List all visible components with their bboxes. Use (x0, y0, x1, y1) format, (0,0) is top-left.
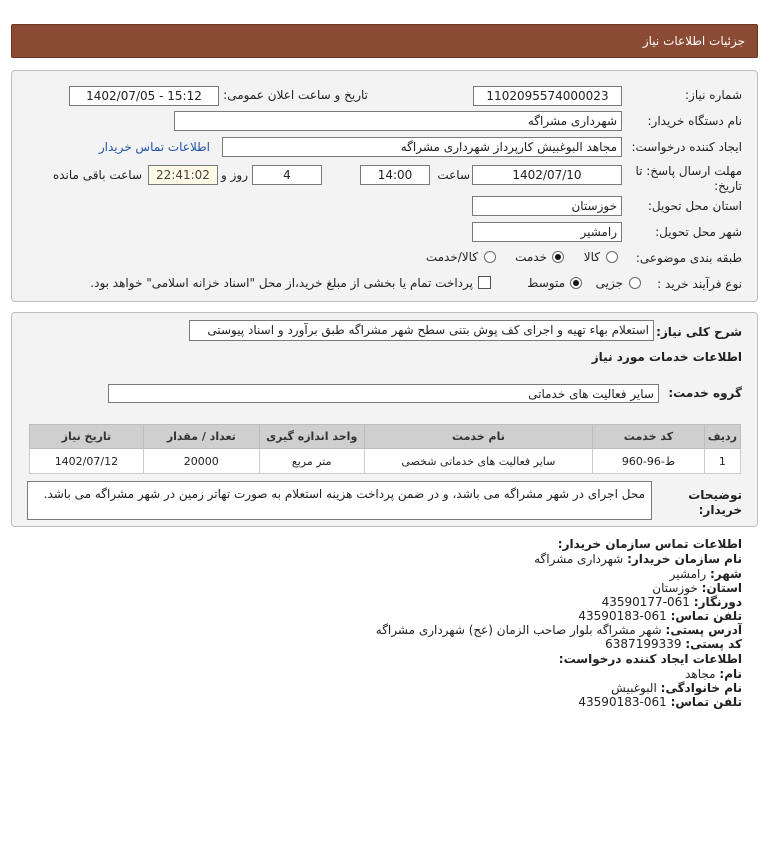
process-label: نوع فرآیند خرید : (657, 277, 742, 291)
service-group-label: گروه خدمت: (668, 386, 742, 400)
col-need-date: تاریخ نیاز (30, 425, 144, 449)
creator-name-label: نام: (719, 667, 742, 681)
summary-label: شرح کلی نیاز: (656, 325, 742, 339)
col-row: ردیف (704, 425, 740, 449)
contact-heading: اطلاعات تماس سازمان خریدار: (557, 537, 742, 551)
creator-phone-value: 061-43590183 (578, 695, 667, 709)
table-row (30, 449, 741, 474)
treasury-payment-note: پرداخت تمام یا بخشی از مبلغ خرید،از محل "اسناد خزانه اسلامی" خواهد بود. (90, 276, 473, 290)
remaining-label: ساعت باقی مانده (52, 168, 142, 182)
page-header (11, 24, 758, 58)
contact-postal-label: کد پستی: (685, 637, 742, 651)
days-label: روز و (221, 168, 248, 182)
contact-city-label: شهر: (710, 567, 742, 581)
buyer-notes-field: محل اجرای در شهر مشراگه می باشد، و در ضمن پرداخت هزینه استعلام به صورت تهاتر زمین در شهر مشراگه می باشد. (27, 481, 652, 520)
contact-postal-row (605, 637, 742, 651)
creator-family-label: نام خانوادگی: (660, 681, 742, 695)
contact-address-label: آدرس پستی: (665, 623, 742, 637)
buyer-org-label: نام دستگاه خریدار: (647, 114, 742, 128)
process-radio-medium[interactable] (570, 277, 582, 289)
contact-buyer-link[interactable]: اطلاعات تماس خریدار (98, 140, 210, 154)
process-option-minor: جزیی (595, 276, 623, 290)
contact-province-row (652, 581, 742, 595)
deadline-label-line2: تاریخ: (714, 179, 742, 193)
days-field: 4 (252, 165, 322, 185)
col-service-code: کد خدمت (593, 425, 705, 449)
services-heading: اطلاعات خدمات مورد نیاز (591, 350, 742, 364)
cell-row: 1 (704, 449, 740, 474)
contact-org-value: شهرداری مشراگه (534, 552, 624, 566)
contact-phone-row (578, 609, 742, 623)
col-unit: واحد اندازه گیری (259, 425, 364, 449)
category-option-goods-service: کالا/خدمت (425, 250, 478, 264)
announce-label: تاریخ و ساعت اعلان عمومی: (223, 88, 368, 102)
creator-family-row (611, 681, 742, 695)
cell-service-code: ط-96-960 (593, 449, 705, 474)
creator-name-row (685, 667, 742, 681)
cell-quantity: 20000 (143, 449, 259, 474)
need-number-field: 1102095574000023 (473, 86, 622, 106)
province-label: استان محل تحویل: (647, 199, 742, 213)
contact-address-value: شهر مشراگه بلوار صاحب الزمان (عج) شهرداری مشراگه (375, 623, 662, 637)
contact-phone-value: 061-43590183 (578, 609, 667, 623)
deadline-date-field: 1402/07/10 (472, 165, 622, 185)
contact-fax-value: 061-43590177 (601, 595, 690, 609)
deadline-time-label: ساعت (437, 168, 470, 182)
page-title: جزئیات اطلاعات نیاز (642, 34, 745, 48)
services-table-header (30, 425, 741, 449)
category-radio-goods-service[interactable] (484, 251, 496, 263)
contact-province-label: استان: (701, 581, 742, 595)
buyer-notes-label: توضیحات خریدار: (688, 488, 742, 517)
deadline-time-field: 14:00 (360, 165, 430, 185)
category-option-service: خدمت (515, 250, 547, 264)
cell-need-date: 1402/07/12 (30, 449, 144, 474)
col-quantity: تعداد / مقدار (143, 425, 259, 449)
need-number-label: شماره نیاز: (685, 88, 742, 102)
creator-name-value: مجاهد (685, 667, 716, 681)
cell-service-name: سایر فعالیت های خدماتی شخصی (364, 449, 593, 474)
contact-city-value: رامشیر (669, 567, 707, 581)
treasury-payment-checkbox[interactable] (478, 276, 491, 289)
announce-field: 1402/07/05 - 15:12 (69, 86, 219, 106)
process-option-medium: متوسط (527, 276, 565, 290)
process-radio-minor[interactable] (629, 277, 641, 289)
category-option-goods: کالا (583, 250, 600, 264)
summary-field: استعلام بهاء تهیه و اجرای کف پوش بتنی سطح شهر مشراگه طبق برآورد و اسناد پیوستی (189, 320, 654, 341)
creator-phone-label: تلفن تماس: (670, 695, 742, 709)
contact-fax-label: دورنگار: (693, 595, 742, 609)
city-field: رامشیر (472, 222, 622, 242)
creator-field: مجاهد البوغبیش کارپرداز شهرداری مشراگه (222, 137, 622, 157)
category-radio-service[interactable] (552, 251, 564, 263)
city-label: شهر محل تحویل: (655, 225, 742, 239)
col-service-name: نام خدمت (364, 425, 593, 449)
contact-province-value: خوزستان (652, 581, 698, 595)
contact-phone-label: تلفن تماس: (670, 609, 742, 623)
cell-unit: متر مربع (259, 449, 364, 474)
service-group-field: سایر فعالیت های خدماتی (108, 384, 659, 403)
province-field: خوزستان (472, 196, 622, 216)
contact-postal-value: 6387199339 (605, 637, 682, 651)
deadline-label-line1: مهلت ارسال پاسخ: تا (635, 164, 742, 178)
contact-city-row (670, 567, 742, 581)
creator-family-value: البوغبیش (611, 681, 657, 695)
services-table (29, 424, 741, 474)
creator-heading: اطلاعات ایجاد کننده درخواست: (558, 652, 742, 666)
remaining-time-field: 22:41:02 (148, 165, 218, 185)
contact-org-row (534, 552, 742, 566)
creator-label: ایجاد کننده درخواست: (631, 140, 742, 154)
creator-phone-row (578, 695, 742, 709)
buyer-org-field: شهرداری مشراگه (174, 111, 622, 131)
category-label: طبقه بندی موضوعی: (635, 251, 742, 265)
contact-org-label: نام سازمان خریدار: (627, 552, 742, 566)
contact-fax-row (602, 595, 742, 609)
deadline-label (635, 164, 742, 194)
category-radio-goods[interactable] (606, 251, 618, 263)
contact-address-row (376, 623, 742, 637)
